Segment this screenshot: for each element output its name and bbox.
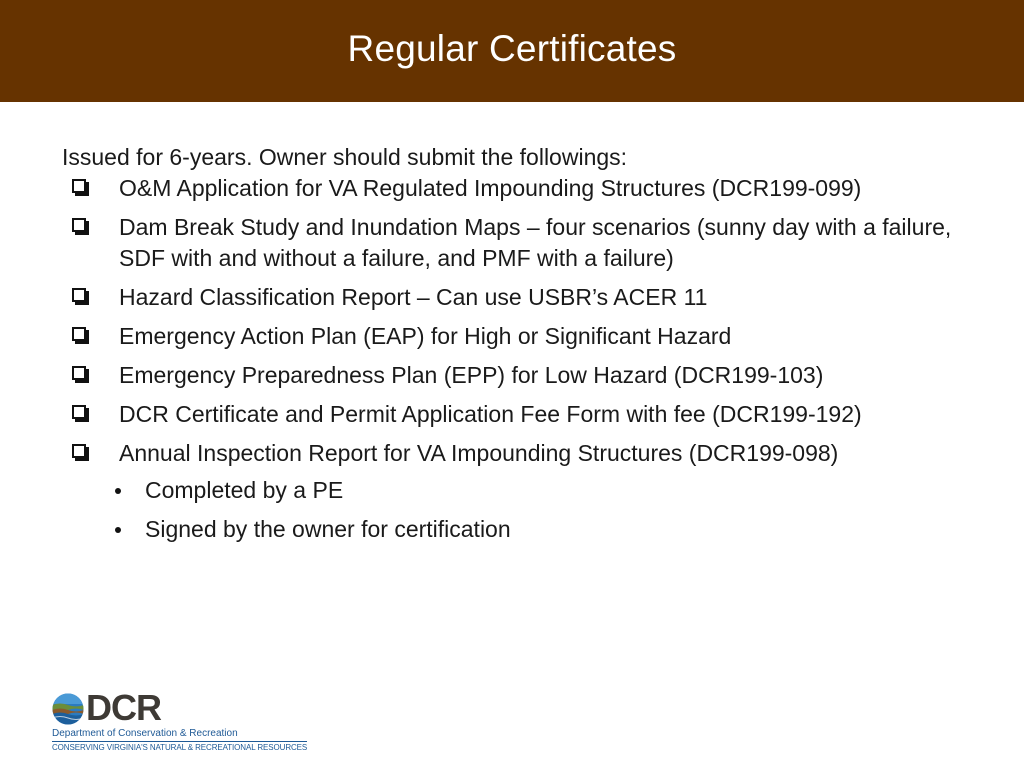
intro-text: Issued for 6-years. Owner should submit the followings: — [62, 144, 628, 170]
checkbox-bullet-icon — [72, 444, 86, 458]
checkbox-bullet-icon — [72, 218, 86, 232]
logo-department-name: Department of Conservation & Recreation — [52, 728, 238, 739]
logo-tagline: CONSERVING VIRGINIA'S NATURAL & RECREATIONAL RESOURCES — [52, 743, 308, 752]
list-item-text: Hazard Classification Report – Can use USBR’s ACER 11 — [119, 284, 708, 310]
sublist-item — [62, 514, 962, 545]
list-item — [62, 212, 962, 274]
checkbox-bullet-icon — [72, 288, 86, 302]
list-item-text: Emergency Action Plan (EAP) for High or Significant Hazard — [119, 323, 732, 349]
list-item-text: Annual Inspection Report for VA Impounding Structures (DCR199-098) — [119, 440, 839, 466]
sublist-item-text: Signed by the owner for certification — [145, 516, 511, 542]
list-item-text: O&M Application for VA Regulated Impounding Structures (DCR199-099) — [119, 175, 862, 201]
inspection-sublist — [62, 475, 962, 545]
title-bar — [0, 0, 1024, 102]
list-item — [62, 360, 962, 391]
dcr-globe-icon — [52, 693, 84, 725]
list-item — [62, 173, 962, 204]
checkbox-bullet-icon — [72, 179, 86, 193]
bullet-dot-icon — [115, 488, 121, 494]
logo-letters: DCR — [86, 687, 161, 728]
list-item — [62, 438, 962, 545]
slide-content — [62, 140, 962, 545]
list-item — [62, 321, 962, 352]
requirements-list — [62, 173, 962, 545]
slide-title: Regular Certificates — [347, 28, 677, 69]
list-item-text: Emergency Preparedness Plan (EPP) for Low Hazard (DCR199-103) — [119, 362, 824, 388]
sublist-item — [62, 475, 962, 506]
list-item-text: DCR Certificate and Permit Application Fee Form with fee (DCR199-192) — [119, 401, 862, 427]
bullet-dot-icon — [115, 527, 121, 533]
checkbox-bullet-icon — [72, 366, 86, 380]
list-item — [62, 282, 962, 313]
dcr-logo — [50, 687, 308, 756]
checkbox-bullet-icon — [72, 327, 86, 341]
checkbox-bullet-icon — [72, 405, 86, 419]
sublist-item-text: Completed by a PE — [145, 477, 344, 503]
list-item-text: Dam Break Study and Inundation Maps – four scenarios (sunny day with a failure, SDF with and without a failure, and PMF with a failure) — [119, 214, 952, 271]
list-item — [62, 399, 962, 430]
